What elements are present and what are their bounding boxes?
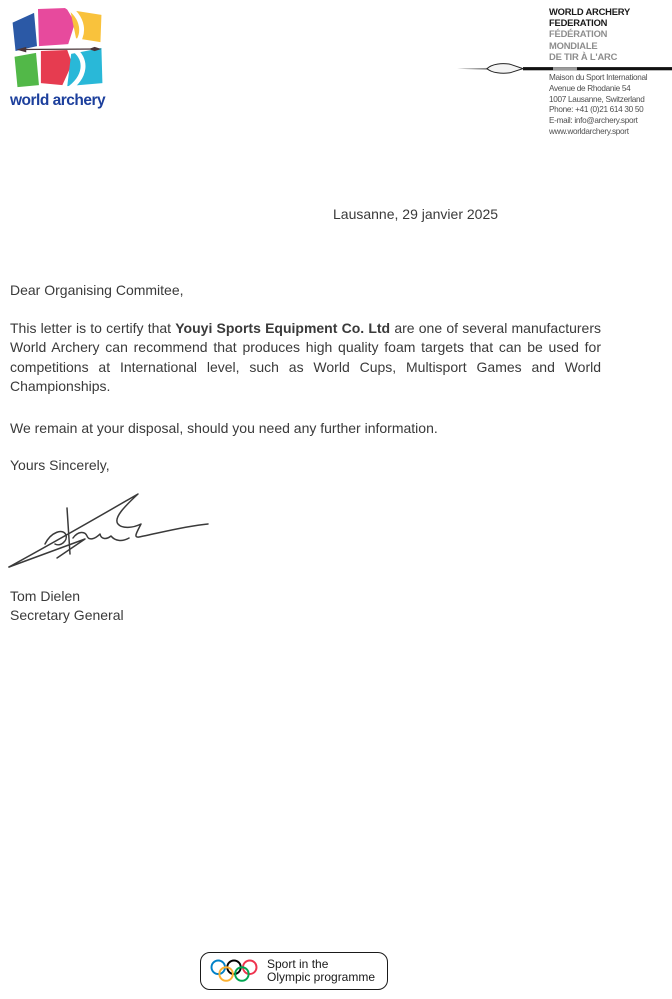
org-name-fr-line: DE TIR À L'ARC [549, 50, 618, 62]
signature-handwriting [5, 484, 215, 576]
org-name-fr-line: FÉDÉRATION [549, 28, 608, 40]
org-name-fr-line: MONDIALE [549, 39, 598, 51]
dateline: Lausanne, 29 janvier 2025 [333, 206, 499, 222]
address-line: Avenue de Rhodanie 54 [549, 83, 631, 93]
salutation: Dear Organising Commitee, [10, 282, 184, 298]
world-archery-logo-icon [10, 8, 105, 90]
olympic-rings-icon [210, 958, 258, 984]
closing: Yours Sincerely, [10, 457, 110, 473]
body-paragraph [10, 319, 601, 396]
paragraph-line: competitions at International level, such as World Cups, Multisport Games and World [10, 358, 601, 375]
paragraph-line: World Archery can recommend that produces high quality foam targets that can be used for [10, 339, 601, 356]
paragraph-text: This letter is to certify that [10, 320, 176, 336]
address-line: Phone: +41 (0)21 614 30 50 [549, 105, 644, 115]
signer-title: Secretary General [10, 607, 124, 624]
badge-text [267, 958, 375, 985]
paragraph-line [10, 319, 601, 338]
address-line: Maison du Sport International [549, 73, 648, 82]
address-line: www.worldarchery.sport [549, 126, 629, 136]
paragraph-line: Championships. [10, 377, 111, 394]
olympic-programme-badge [200, 952, 388, 990]
world-archery-logo [10, 8, 106, 109]
logo-wordmark: world archery [10, 92, 106, 109]
badge-text-line: Sport in the [267, 956, 329, 971]
address-block [549, 73, 672, 138]
badge-text-line: Olympic programme [267, 970, 376, 984]
body-paragraph-2: We remain at your disposal, should you need any further information. [10, 420, 438, 436]
org-name-en-line: FEDERATION [549, 17, 608, 29]
address-line: E-mail: info@archery.sport [549, 116, 638, 126]
org-name-block [549, 6, 672, 62]
paragraph-text: are one of several manufacturers [390, 320, 602, 336]
company-name: Youyi Sports Equipment Co. Ltd [175, 320, 391, 336]
signer-name: Tom Dielen [10, 588, 81, 604]
signer-block [10, 587, 124, 626]
address-line: 1007 Lausanne, Switzerland [549, 94, 645, 104]
org-name-en-line: WORLD ARCHERY [549, 6, 631, 17]
